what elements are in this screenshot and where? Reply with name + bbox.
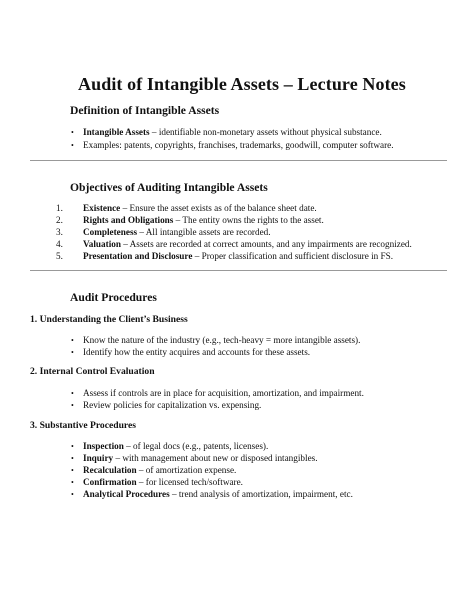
list-number: 1. (56, 203, 63, 213)
bullet-dot: • (71, 478, 74, 487)
list-item: Completeness – All intangible assets are recorded. (83, 227, 271, 237)
page-title: Audit of Intangible Assets – Lecture Notes (78, 74, 406, 94)
bullet-dot: • (71, 442, 74, 451)
list-item: Review policies for capitalization vs. expensing. (83, 400, 262, 410)
procedures-heading: Audit Procedures (70, 291, 157, 304)
subsection-title: 2. Internal Control Evaluation (30, 366, 155, 377)
list-item: Recalculation – of amortization expense. (83, 465, 237, 475)
section-divider (30, 160, 447, 161)
list-item: Existence – Ensure the asset exists as of the balance sheet date. (83, 203, 317, 213)
list-number: 2. (56, 215, 63, 225)
bullet-dot: • (71, 141, 74, 150)
list-item: Confirmation – for licensed tech/software. (83, 477, 243, 487)
list-number: 5. (56, 251, 63, 261)
list-item: Rights and Obligations – The entity owns the rights to the asset. (83, 215, 324, 225)
list-item: Intangible Assets – identifiable non-monetary assets without physical substance. (83, 127, 382, 137)
list-item: Inspection – of legal docs (e.g., patents, licenses). (83, 441, 269, 451)
subsection-title: 3. Substantive Procedures (30, 420, 136, 431)
list-item: Inquiry – with management about new or disposed intangibles. (83, 453, 318, 463)
objectives-heading: Objectives of Auditing Intangible Assets (70, 181, 268, 194)
bullet-dot: • (71, 128, 74, 137)
list-item: Identify how the entity acquires and accounts for these assets. (83, 347, 311, 357)
definition-heading: Definition of Intangible Assets (70, 104, 220, 117)
list-item: Analytical Procedures – trend analysis of amortization, impairment, etc. (83, 489, 353, 499)
bullet-dot: • (71, 490, 74, 499)
list-item: Examples: patents, copyrights, franchises, trademarks, goodwill, computer software. (83, 140, 394, 150)
bullet-dot: • (71, 401, 74, 410)
list-item: Know the nature of the industry (e.g., tech-heavy = more intangible assets). (83, 335, 361, 345)
section-divider (30, 270, 447, 271)
list-number: 4. (56, 239, 63, 249)
subsection-title: 1. Understanding the Client’s Business (30, 314, 188, 325)
list-item: Assess if controls are in place for acquisition, amortization, and impairment. (83, 388, 364, 398)
bullet-dot: • (71, 336, 74, 345)
list-number: 3. (56, 227, 63, 237)
list-item: Presentation and Disclosure – Proper classification and sufficient disclosure in FS. (83, 251, 394, 261)
bullet-dot: • (71, 389, 74, 398)
bullet-dot: • (71, 454, 74, 463)
bullet-dot: • (71, 348, 74, 357)
list-item: Valuation – Assets are recorded at correct amounts, and any impairments are recognized. (83, 239, 412, 249)
bullet-dot: • (71, 466, 74, 475)
